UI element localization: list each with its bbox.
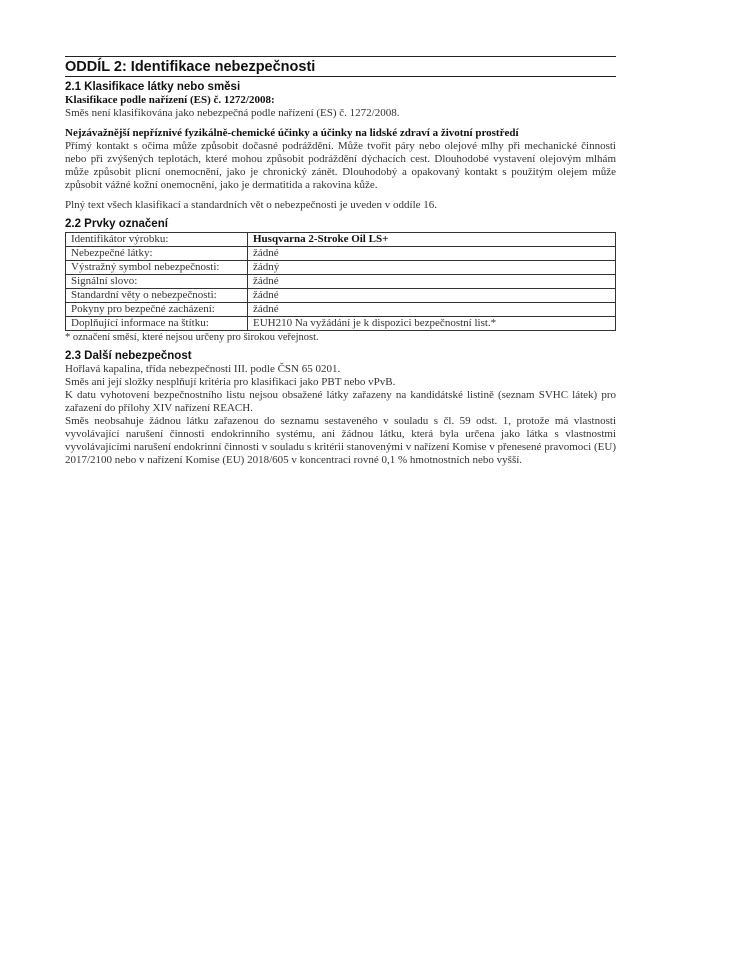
table-row — [66, 247, 616, 261]
classification-heading: Klasifikace podle nařízení (ES) č. 1272/2008: — [65, 94, 275, 106]
row-label: Doplňující informace na štítku: — [66, 317, 248, 331]
row-label: Identifikátor výrobku: — [66, 233, 248, 247]
subsection-2-2 — [65, 218, 616, 344]
table-row — [66, 303, 616, 317]
row-value: žádné — [248, 247, 616, 261]
subsection-2-3 — [65, 350, 616, 467]
table-row — [66, 261, 616, 275]
row-label: Výstražný symbol nebezpečnosti: — [66, 261, 248, 275]
subsection-2-1 — [65, 81, 616, 212]
row-value: EUH210 Na vyžádání je k dispozici bezpečnostní list.* — [248, 317, 616, 331]
row-label: Pokyny pro bezpečné zacházení: — [66, 303, 248, 317]
effects-heading: Nejzávažnější nepříznivé fyzikálně-chemické účinky a účinky na lidské zdraví a životní prostředí — [65, 127, 519, 139]
document-page — [65, 56, 616, 467]
row-value: žádný — [248, 261, 616, 275]
row-value: žádné — [248, 289, 616, 303]
section-title: ODDÍL 2: Identifikace nebezpečnosti — [65, 56, 616, 77]
table-footnote: * označení směsí, které nejsou určeny pro širokou veřejnost. — [65, 332, 319, 343]
subsection-title: 2.3 Další nebezpečnost — [65, 350, 192, 362]
hazard-line: Hořlavá kapalina, třída nebezpečnosti III. podle ČSN 65 0201. — [65, 363, 341, 375]
row-label: Signální slovo: — [66, 275, 248, 289]
subsection-title: 2.1 Klasifikace látky nebo směsi — [65, 81, 241, 93]
row-value: Husqvarna 2-Stroke Oil LS+ — [248, 233, 616, 247]
subsection-title: 2.2 Prvky označení — [65, 218, 168, 230]
table-row — [66, 233, 616, 247]
table-row — [66, 317, 616, 331]
classification-text: Směs není klasifikována jako nebezpečná podle nařízení (ES) č. 1272/2008. — [65, 107, 400, 119]
hazard-line: K datu vyhotovení bezpečnostního listu nejsou obsažené látky zařazeny na kandidátské listině (seznam SVHC látek) pro zařazení do přílohy XIV nařízení REACH. — [65, 389, 616, 414]
row-label: Nebezpečné látky: — [66, 247, 248, 261]
hazard-line: Směs ani její složky nesplňují kritéria pro klasifikaci jako PBT nebo vPvB. — [65, 376, 396, 388]
hazard-line: Směs neobsahuje žádnou látku zařazenou do seznamu sestaveného v souladu s čl. 59 odst. 1, protože má vlastnosti vyvolávající narušení činnosti endokrinního systému, ani žádnou látku, která byla určena jako látka s vlastnostmi vyvolávajícími narušení endokrinní činnosti v souladu s kritérii stanovenými v nařízení Komise v přenesené pravomoci (EU) 2017/2100 nebo v nařízení Komise (EU) 2018/605 v koncentraci rovné 0,1 % hmotnostních nebo vyšší. — [65, 415, 616, 466]
table-row — [66, 275, 616, 289]
row-value: žádné — [248, 275, 616, 289]
full-text-note: Plný text všech klasifikací a standardních vět o nebezpečnosti je uveden v oddíle 16. — [65, 199, 438, 211]
row-value: žádné — [248, 303, 616, 317]
effects-text: Přímý kontakt s očima může způsobit dočasné podráždění. Může tvořit páry nebo olejové mlhy při mechanické činnosti nebo při zvýšených teplotách, které mohou způsobit podráždění dýchacích cest. Dlouhodobé vystavení olejovým mlhám může způsobit plicní onemocnění, jako je chronický zánět. Dlouhodobý a opakovaný kontakt s použitým olejem může způsobit vážné kožní onemocnění, jako je dermatitida a rakovina kůže. — [65, 140, 616, 191]
row-label: Standardní věty o nebezpečnosti: — [66, 289, 248, 303]
label-elements-table — [65, 232, 616, 331]
table-row — [66, 289, 616, 303]
